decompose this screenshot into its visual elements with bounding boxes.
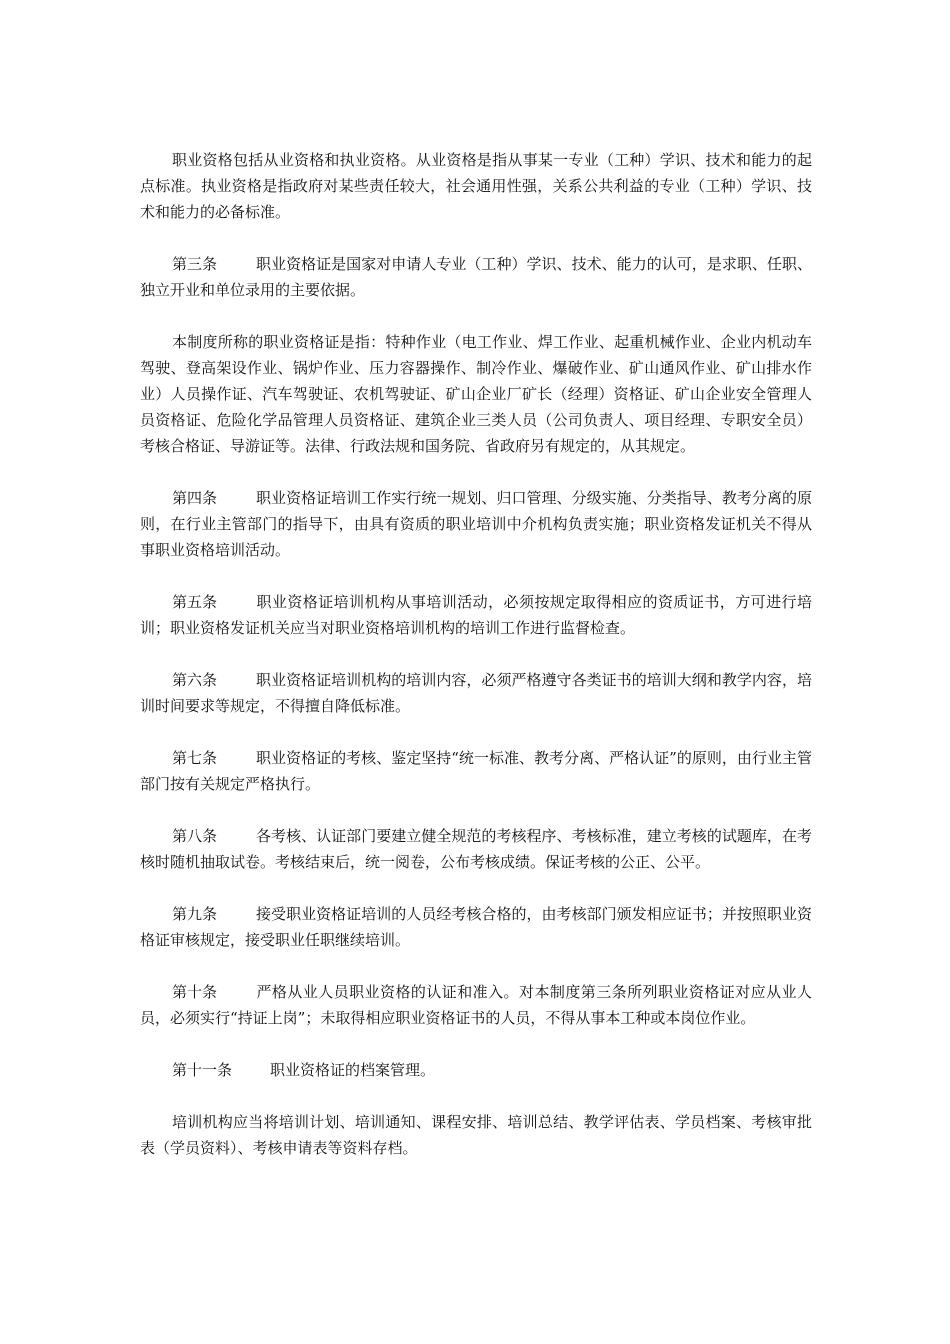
paragraph-6 xyxy=(140,667,812,719)
paragraph-text: 职业资格证的考核、鉴定坚持“统一标准、教考分离、严格认证”的原则，由行业主管部门按有关规定严格执行。 xyxy=(140,749,812,793)
article-number: 第六条 xyxy=(172,671,218,689)
article-number: 第四条 xyxy=(172,489,218,507)
article-number: 第七条 xyxy=(172,749,218,767)
paragraph-text: 职业资格证培训工作实行统一规划、归口管理、分级实施、分类指导、教考分离的原则，在行业主管部门的指导下，由具有资质的职业培训中介机构负责实施；职业资格发证机关不得从事职业资格培训活动。 xyxy=(140,489,812,559)
article-number: 第五条 xyxy=(172,593,218,611)
paragraph-7 xyxy=(140,745,812,797)
paragraph-3 xyxy=(140,329,812,459)
article-number: 第八条 xyxy=(172,827,218,845)
paragraph-text: 职业资格包括从业资格和执业资格。从业资格是指从事某一专业（工种）学识、技术和能力的起点标准。执业资格是指政府对某些责任较大，社会通用性强，关系公共利益的专业（工种）学识、技术和能力的必备标准。 xyxy=(140,151,812,221)
paragraph-2 xyxy=(140,251,812,303)
paragraph-11 xyxy=(140,1057,812,1083)
article-number: 第三条 xyxy=(172,255,218,273)
paragraph-10 xyxy=(140,979,812,1031)
paragraph-1 xyxy=(140,147,812,225)
paragraph-text: 职业资格证的档案管理。 xyxy=(270,1061,436,1079)
paragraph-12 xyxy=(140,1109,812,1161)
paragraph-text: 职业资格证培训机构的培训内容，必须严格遵守各类证书的培训大纲和教学内容，培训时间要求等规定，不得擅自降低标准。 xyxy=(140,671,812,715)
paragraph-text: 职业资格证是国家对申请人专业（工种）学识、技术、能力的认可，是求职、任职、独立开业和单位录用的主要依据。 xyxy=(140,255,812,299)
paragraph-text: 各考核、认证部门要建立健全规范的考核程序、考核标准，建立考核的试题库，在考核时随机抽取试卷。考核结束后，统一阅卷，公布考核成绩。保证考核的公正、公平。 xyxy=(140,827,812,871)
paragraph-8 xyxy=(140,823,812,875)
paragraph-text: 本制度所称的职业资格证是指：特种作业（电工作业、焊工作业、起重机械作业、企业内机动车驾驶、登高架设作业、锅炉作业、压力容器操作、制冷作业、爆破作业、矿山通风作业、矿山排水作业）人员操作证、汽车驾驶证、农机驾驶证、矿山企业厂矿长（经理）资格证、矿山企业安全管理人员资格证、危险化学品管理人员资格证、建筑企业三类人员（公司负责人、项目经理、专职安全员）考核合格证、导游证等。法律、行政法规和国务院、省政府另有规定的，从其规定。 xyxy=(140,333,812,455)
paragraph-9 xyxy=(140,901,812,953)
paragraph-text: 职业资格证培训机构从事培训活动，必须按规定取得相应的资质证书，方可进行培训；职业资格发证机关应当对职业资格培训机构的培训工作进行监督检查。 xyxy=(140,593,812,637)
paragraph-text: 培训机构应当将培训计划、培训通知、课程安排、培训总结、教学评估表、学员档案、考核审批表（学员资料）、考核申请表等资料存档。 xyxy=(140,1113,812,1157)
paragraph-5 xyxy=(140,589,812,641)
paragraph-text: 接受职业资格证培训的人员经考核合格的，由考核部门颁发相应证书；并按照职业资格证审核规定，接受职业任职继续培训。 xyxy=(140,905,812,949)
article-number: 第十条 xyxy=(172,983,218,1001)
paragraph-text: 严格从业人员职业资格的认证和准入。对本制度第三条所列职业资格证对应从业人员，必须实行“持证上岗”；未取得相应职业资格证书的人员，不得从事本工种或本岗位作业。 xyxy=(140,983,812,1027)
paragraph-4 xyxy=(140,485,812,563)
document-body xyxy=(140,147,812,1187)
article-number: 第九条 xyxy=(172,905,218,923)
article-number: 第十一条 xyxy=(172,1061,233,1079)
